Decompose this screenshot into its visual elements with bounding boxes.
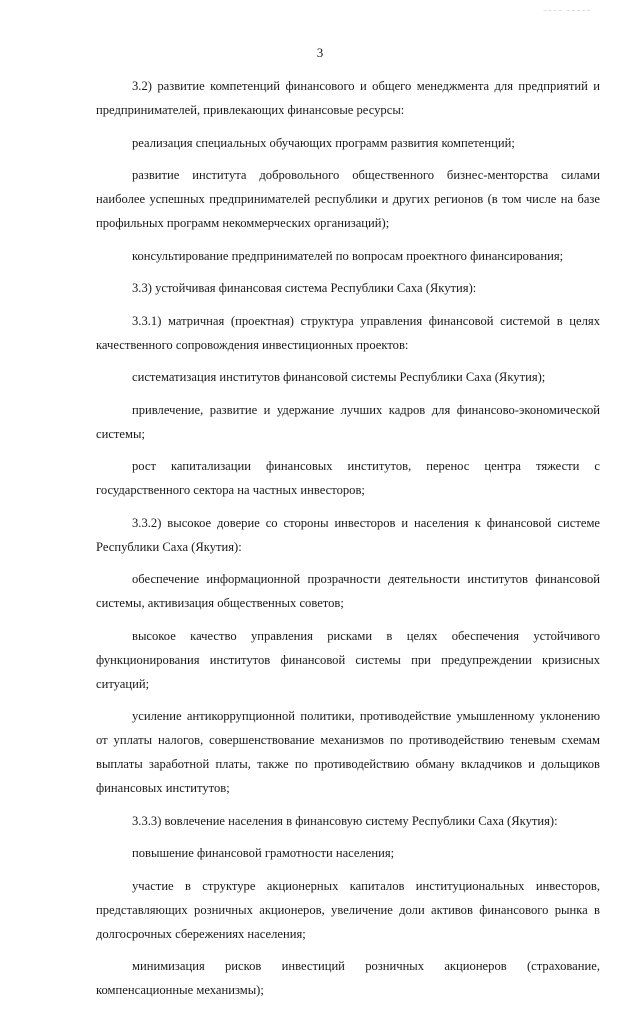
paragraph: систематизация институтов финансовой системы Республики Саха (Якутия); (132, 370, 546, 384)
document-body (96, 74, 600, 1011)
paragraph: реализация специальных обучающих программ развития компетенций; (132, 135, 515, 150)
page-number: 3 (316, 45, 324, 60)
paragraph: развитие института добровольного общественного бизнес-менторства силами наиболее успешных предпринимателей республики и других регионов (в том числе на базе профильных программ некоммерческих организаций); (96, 168, 600, 230)
paragraph: 3.3) устойчивая финансовая система Республики Саха (Якутия): (132, 281, 477, 295)
paragraph: 3.3.1) матричная (проектная) структура управления финансовой системой в целях качественного сопровождения инвестиционных проектов: (96, 313, 600, 352)
paragraph: консультирование предпринимателей по вопросам проектного финансирования; (132, 248, 564, 263)
paragraph: обеспечение информационной прозрачности деятельности институтов финансовой системы, активизация общественных советов; (96, 572, 600, 610)
paragraph: участие в структуре акционерных капиталов институциональных инвесторов, представляющих розничных акционеров, увеличение доли активов финансового рынка в долгосрочных сбережениях населения; (96, 878, 600, 941)
paragraph: 3.3.3) вовлечение населения в финансовую систему Республики Саха (Якутия): (132, 813, 558, 828)
paragraph: усиление антикоррупционной политики, противодействие умышленному уклонению от уплаты налогов, совершенствование механизмов по противодействию теневым схемам выплаты заработной платы, также по противодействию обману вкладчиков и дольщиков финансовых институтов; (96, 709, 600, 795)
paragraph: рост капитализации финансовых институтов, перенос центра тяжести с государственного сектора на частных инвесторов; (96, 459, 600, 497)
paragraph: 3.3.2) высокое доверие со стороны инвесторов и населения к финансовой системе Республики Саха (Якутия): (96, 515, 600, 554)
paragraph: 3.2) развитие компетенций финансового и общего менеджмента для предприятий и предпринимателей, привлекающих финансовые ресурсы: (96, 79, 600, 117)
paragraph: минимизация рисков инвестиций розничных акционеров (страхование, компенсационные механизмы); (96, 959, 600, 997)
corner-mark: ____ _____ (543, 6, 592, 12)
paragraph: повышение финансовой грамотности населения; (132, 846, 395, 860)
paragraph: высокое качество управления рисками в целях обеспечения устойчивого функционирования институтов финансовой системы при предупреждении кризисных ситуаций; (96, 628, 600, 691)
paragraph: привлечение, развитие и удержание лучших кадров для финансово-экономической системы; (96, 402, 600, 441)
